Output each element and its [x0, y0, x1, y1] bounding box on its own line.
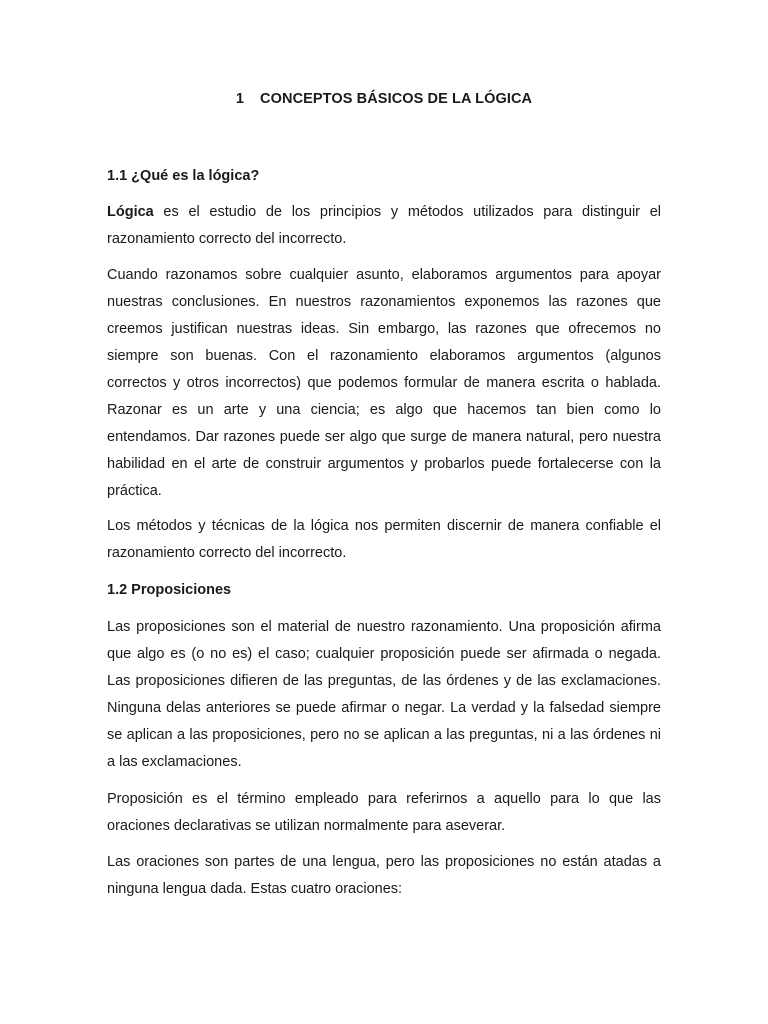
paragraph-oraciones: Las oraciones son partes de una lengua, pero las proposiciones no están atadas a ninguna lengua dada. Estas cuatro oraciones: — [107, 854, 661, 897]
section-heading-1-1: 1.1 ¿Qué es la lógica? — [107, 168, 260, 184]
term-logica: Lógica — [107, 204, 154, 220]
chapter-title-text: CONCEPTOS BÁSICOS DE LA LÓGICA — [260, 91, 533, 107]
paragraph-metodos: Los métodos y técnicas de la lógica nos permiten discernir de manera confiable el razonamiento correcto del incorrecto. — [107, 518, 661, 561]
section-heading-1-2: 1.2 Proposiciones — [107, 582, 232, 598]
paragraph-definition — [107, 199, 661, 253]
paragraph-proposicion-termino: Proposición es el término empleado para referirnos a aquello para lo que las oraciones declarativas se utilizan normalmente para aseverar. — [107, 791, 661, 834]
chapter-title — [0, 91, 768, 107]
paragraph-proposiciones: Las proposiciones son el material de nuestro razonamiento. Una proposición afirma que algo es (o no es) el caso; cualquier proposición puede ser afirmada o negada. Las proposiciones difieren de las preguntas, de las órdenes y de las exclamaciones. Ninguna delas anteriores se puede afirmar o negar. La verdad y la falsedad siempre se aplican a las proposiciones, pero no se aplican a las preguntas, ni a las órdenes ni a las exclamaciones. — [107, 619, 661, 770]
chapter-number: 1 — [235, 91, 245, 107]
definition-text: es el estudio de los principios y métodos utilizados para distinguir el razonamiento correcto del incorrecto. — [107, 204, 661, 247]
paragraph-razonamos: Cuando razonamos sobre cualquier asunto, elaboramos argumentos para apoyar nuestras conclusiones. En nuestros razonamientos exponemos las razones que creemos justifican nuestras ideas. Sin embargo, las razones que ofrecemos no siempre son buenas. Con el razonamiento elaboramos argumentos (algunos correctos y otros incorrectos) que podemos formular de manera escrita o hablada. Razonar es un arte y una ciencia; es algo que hacemos tan bien como lo entendamos. Dar razones puede ser algo que surge de manera natural, pero nuestra habilidad en el arte de construir argumentos y probarlos puede fortalecerse con la práctica. — [107, 267, 661, 499]
